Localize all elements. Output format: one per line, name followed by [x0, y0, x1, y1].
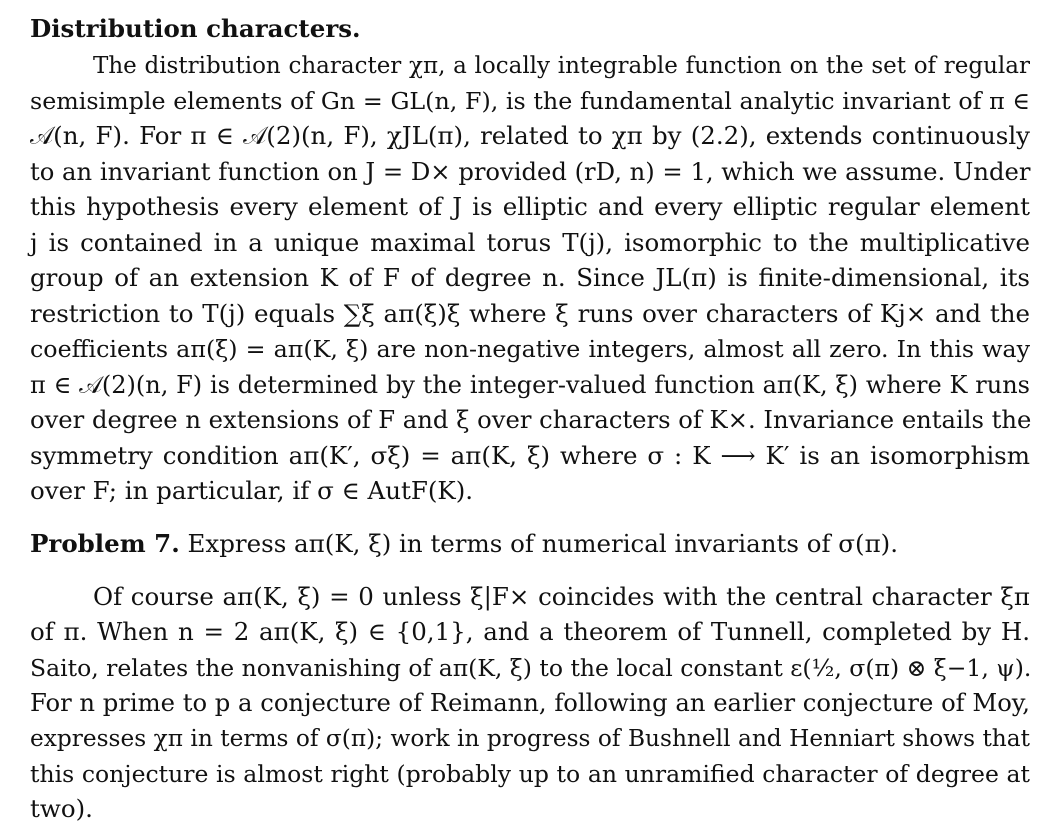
- paragraph-line: 𝒜(n, F). For π ∈ 𝒜(2)(n, F), χJL(π), related to χπ by (2.2), extends continuously: [30, 121, 1030, 150]
- paragraph-line: Saito, relates the nonvanishing of aπ(K, ξ) to the local constant ε(½, σ(π) ⊗ ξ−1, ψ).: [30, 654, 1032, 682]
- paragraph-line: over degree n extensions of F and ξ over characters of K×. Invariance entails the: [30, 405, 1032, 434]
- problem-text: Express aπ(K, ξ) in terms of numerical invariants of σ(π).: [187, 529, 899, 558]
- paragraph-line: symmetry condition aπ(K′, σξ) = aπ(K, ξ) where σ : K ⟶ K′ is an isomorphism: [30, 441, 1030, 470]
- paragraph-line: j is contained in a unique maximal torus T(j), isomorphic to the multiplicative: [30, 228, 1030, 257]
- paragraph-line: group of an extension K of F of degree n. Since JL(π) is finite-dimensional, its: [30, 263, 1030, 292]
- section-heading: Distribution characters.: [30, 14, 361, 43]
- paragraph-line: over F; in particular, if σ ∈ AutF(K).: [30, 476, 474, 505]
- paragraph-line: of π. When n = 2 aπ(K, ξ) ∈ {0,1}, and a theorem of Tunnell, completed by H.: [30, 617, 1030, 646]
- paragraph-line: semisimple elements of Gn = GL(n, F), is the fundamental analytic invariant of π ∈: [30, 87, 1030, 115]
- paragraph-line: Of course aπ(K, ξ) = 0 unless ξ|F× coincides with the central character ξπ: [93, 582, 1030, 611]
- paragraph-line: expresses χπ in terms of σ(π); work in progress of Bushnell and Henniart shows that: [30, 725, 1030, 752]
- paragraph-line: The distribution character χπ, a locally integrable function on the set of regular: [93, 53, 1030, 79]
- paragraph-line: this hypothesis every element of J is elliptic and every elliptic regular element: [30, 192, 1030, 221]
- paragraph-line: π ∈ 𝒜(2)(n, F) is determined by the integer-valued function aπ(K, ξ) where K runs: [30, 371, 1030, 399]
- paragraph-line: coefficients aπ(ξ) = aπ(K, ξ) are non-negative integers, almost all zero. In this way: [30, 335, 1030, 363]
- problem-label: Problem 7.: [30, 529, 180, 558]
- paragraph-line: two).: [30, 794, 93, 823]
- problem-statement: [30, 527, 1030, 561]
- paragraph-line: to an invariant function on J = D× provided (rD, n) = 1, which we assume. Under: [30, 157, 1031, 186]
- paragraph-line: this conjecture is almost right (probably up to an unramified character of degree at: [30, 760, 1030, 788]
- paragraph-line: For n prime to p a conjecture of Reimann, following an earlier conjecture of Moy,: [30, 688, 1030, 717]
- paragraph-line: restriction to T(j) equals ∑ξ aπ(ξ)ξ where ξ runs over characters of Kj× and the: [30, 299, 1030, 328]
